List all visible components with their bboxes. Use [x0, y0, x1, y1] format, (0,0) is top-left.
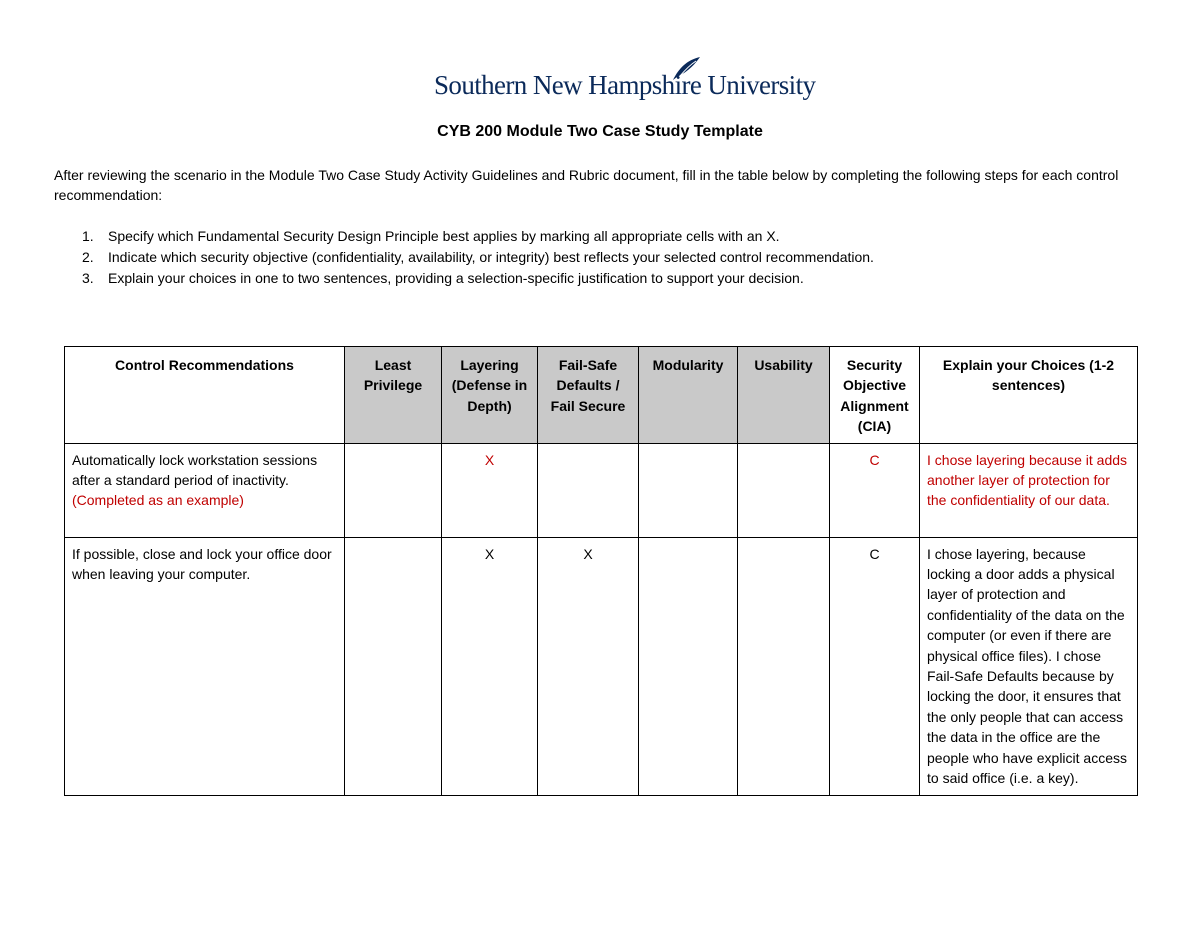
- security-objective-cell[interactable]: C: [830, 443, 920, 537]
- explanation-cell[interactable]: I chose layering, because locking a door adds a physical layer of protection and confidentiality of the data on the computer (or even if there are physical office files). I chose Fail-Safe Defaults because by locking the door, it ensures that the only people that can access the data in the office are the people who have explicit access to said office (i.e. a key).: [920, 537, 1138, 795]
- step-item: [82, 247, 1142, 268]
- modularity-cell[interactable]: [639, 537, 738, 795]
- step-number: 1.: [82, 228, 94, 244]
- header-fail-safe: Fail-Safe Defaults / Fail Secure: [538, 347, 639, 444]
- header-explain-choices: Explain your Choices (1-2 sentences): [920, 347, 1138, 444]
- table-row: [65, 537, 1138, 795]
- usability-cell[interactable]: [738, 537, 830, 795]
- usability-cell[interactable]: [738, 443, 830, 537]
- step-text: Explain your choices in one to two sentences, providing a selection-specific justification to support your decision.: [108, 270, 804, 286]
- step-item: [82, 226, 1142, 247]
- control-recommendation-cell: [65, 443, 345, 537]
- security-objective-cell[interactable]: C: [830, 537, 920, 795]
- example-note: (Completed as an example): [72, 492, 244, 509]
- fail-safe-cell[interactable]: [538, 443, 639, 537]
- intro-paragraph: After reviewing the scenario in the Module Two Case Study Activity Guidelines and Rubric document, fill in the table below by completing the following steps for each control recommendation:: [54, 167, 1119, 203]
- control-recommendation-cell: [65, 537, 345, 795]
- fail-safe-cell[interactable]: X: [538, 537, 639, 795]
- control-text: If possible, close and lock your office door when leaving your computer.: [72, 545, 332, 583]
- logo-wordmark: Southern New Hampshire University: [434, 70, 816, 100]
- table-row: [65, 443, 1138, 537]
- modularity-cell[interactable]: [639, 443, 738, 537]
- step-number: 2.: [82, 249, 94, 265]
- header-control-recommendations: Control Recommendations: [65, 347, 345, 444]
- header-least-privilege: Least Privilege: [345, 347, 442, 444]
- table-header-row: [65, 347, 1138, 444]
- step-text: Specify which Fundamental Security Design Principle best applies by marking all appropriate cells with an X.: [108, 228, 780, 244]
- header-usability: Usability: [738, 347, 830, 444]
- university-logo: [434, 56, 816, 106]
- control-recommendations-table: [64, 346, 1138, 796]
- step-text: Indicate which security objective (confidentiality, availability, or integrity) best reflects your selected control recommendation.: [108, 249, 874, 265]
- least-privilege-cell[interactable]: [345, 443, 442, 537]
- explanation-cell[interactable]: I chose layering because it adds another layer of protection for the confidentiality of our data.: [920, 443, 1138, 537]
- header-layering: Layering (Defense in Depth): [442, 347, 538, 444]
- least-privilege-cell[interactable]: [345, 537, 442, 795]
- header-security-objective: Security Objective Alignment (CIA): [830, 347, 920, 444]
- document-title: CYB 200 Module Two Case Study Template: [437, 123, 763, 140]
- leaf-logo-icon: [671, 56, 701, 82]
- control-text: Automatically lock workstation sessions after a standard period of inactivity.: [72, 451, 318, 489]
- layering-cell[interactable]: X: [442, 537, 538, 795]
- layering-cell[interactable]: X: [442, 443, 538, 537]
- header-modularity: Modularity: [639, 347, 738, 444]
- step-item: [82, 268, 1142, 289]
- instruction-steps: [82, 226, 1142, 289]
- step-number: 3.: [82, 270, 94, 286]
